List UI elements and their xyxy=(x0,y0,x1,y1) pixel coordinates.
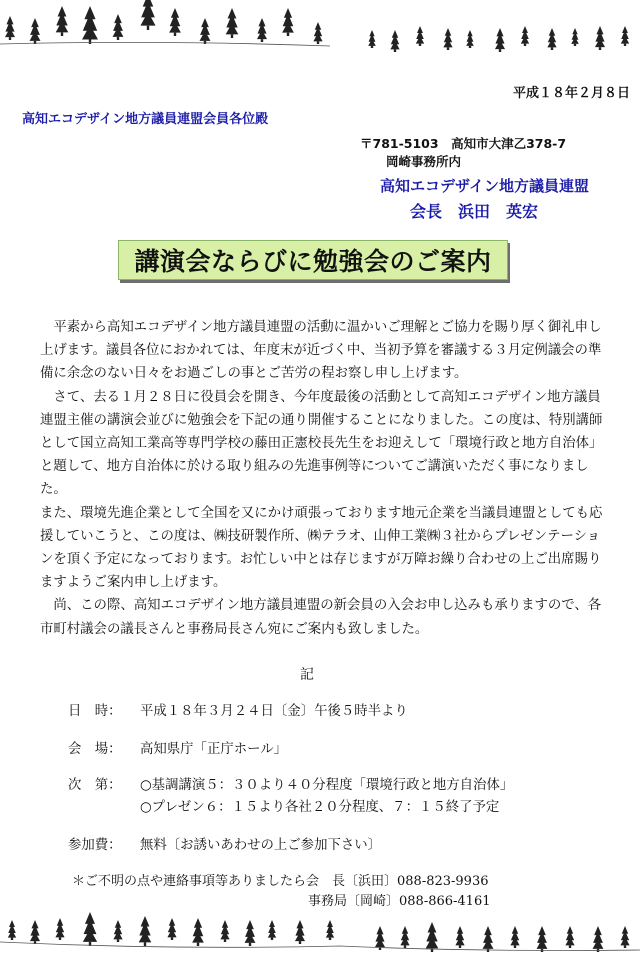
tree-icon xyxy=(82,6,98,44)
contact-secretariat: 事務局〔岡崎〕088-866-4161 xyxy=(308,894,491,909)
tree-icon xyxy=(390,30,399,52)
tree-icon xyxy=(282,8,294,36)
tree-icon xyxy=(620,926,629,948)
tree-icon xyxy=(192,918,204,946)
tree-icon xyxy=(169,8,181,36)
tree-icon xyxy=(56,6,69,36)
tree-icon xyxy=(571,28,579,46)
tree-icon xyxy=(400,926,409,948)
tree-icon xyxy=(226,8,239,38)
sender-organization: 高知エコデザイン地方議員連盟 xyxy=(380,177,589,195)
venue-row xyxy=(68,738,287,757)
document-date: 平成１８年２月８日 xyxy=(512,86,630,101)
tree-icon xyxy=(416,26,424,46)
tree-icon xyxy=(139,916,152,946)
tree-icon xyxy=(521,26,529,46)
body-paragraph: さて、去る１月２８日に役員会を開き、今年度最後の活動として高知エコデザイン地方議員連盟主催の講演会並びに勉強会を下記の通り開催することになりました。この度は、特別講師として国立高知工業高等専門学校の藤田正憲校長先生をお迎えして「環境行政と地方自治体」と題して、地方自治体に於ける取り組みの先進事例等についてご講演いただく事になりました。 xyxy=(40,389,603,498)
tree-icon xyxy=(5,16,15,40)
tree-icon xyxy=(375,926,385,950)
tree-icon xyxy=(295,920,305,944)
tree-icon xyxy=(220,920,229,942)
fee-label: 参加費： xyxy=(68,838,122,853)
sender-postal-address: 〒781-5103 高知市大津乙378-7 xyxy=(360,136,567,151)
addressee: 高知エコデザイン地方議員連盟会員各位殿 xyxy=(22,112,269,127)
ki-heading: 記 xyxy=(300,667,314,683)
tree-icon xyxy=(245,920,256,946)
tree-border-bottom xyxy=(0,890,640,960)
tree-icon xyxy=(257,18,267,42)
program-row-2 xyxy=(68,796,499,815)
tree-icon xyxy=(621,26,629,46)
tree-icon xyxy=(83,912,97,946)
tree-icon xyxy=(8,920,16,940)
tree-icon xyxy=(167,918,176,940)
tree-icon xyxy=(200,18,211,44)
tree-icon xyxy=(443,28,452,50)
tree-icon xyxy=(313,22,322,44)
tree-icon xyxy=(326,920,334,940)
tree-icon xyxy=(565,926,574,948)
venue-label: 会 場： xyxy=(68,742,122,757)
tree-icon xyxy=(30,18,41,44)
tree-icon xyxy=(30,920,40,944)
sender-block xyxy=(360,134,630,222)
datetime-row xyxy=(68,700,408,719)
tree-icon xyxy=(55,918,64,940)
tree-icon xyxy=(113,14,124,40)
venue-value: 高知県庁「正庁ホール」 xyxy=(140,742,288,757)
datetime-value: 平成１８年３月２４日〔金〕午後５時半より xyxy=(140,704,408,719)
title-banner xyxy=(118,240,508,280)
tree-icon xyxy=(113,920,122,942)
tree-icon xyxy=(268,920,276,940)
fee-row xyxy=(68,834,381,853)
body-paragraph: 尚、この際、高知エコデザイン地方議員連盟の新会員の入会お申し込みも承りますので、各市町村議会の議長さんと事務局長さん宛にご案内も致しました。 xyxy=(40,598,602,637)
program-item-2: ○プレゼン６：１５より各社２０分程度、７：１５終了予定 xyxy=(140,800,500,815)
tree-icon xyxy=(595,26,605,50)
tree-icon xyxy=(483,926,494,952)
body-paragraph: また、環境先進企業として全国を又にかけ頑張っております地元企業を当議員連盟としても応援していこうと、この度は、㈱技研製作所、㈱テラオ、山伸工業㈱３社からプレゼンテーションを頂く予定になっております。お忙しい中とは存じますが万障お繰り合わせの上ご出席賜りますようご案内申し上げます。 xyxy=(40,505,603,591)
tree-border-top xyxy=(0,0,640,70)
contact-chairman: ＊ご不明の点や連絡事項等ありましたら会 長〔浜田〕088-823-9936 xyxy=(72,874,489,889)
tree-icon xyxy=(455,926,464,948)
tree-icon xyxy=(547,28,556,50)
sender-office: 岡崎事務所内 xyxy=(386,154,462,169)
datetime-label: 日 時： xyxy=(68,704,122,719)
letter-body xyxy=(40,316,610,641)
tree-icon xyxy=(140,0,155,30)
fee-value: 無料〔お誘いあわせの上ご参加下さい〕 xyxy=(140,838,382,853)
program-row xyxy=(68,774,513,793)
document-title: 講演会ならびに勉強会のご案内 xyxy=(134,247,492,276)
tree-icon xyxy=(537,926,548,952)
tree-icon xyxy=(495,28,505,52)
program-label: 次 第： xyxy=(68,778,122,793)
program-item-1: ○基調講演５：３０より４０分程度「環境行政と地方自治体」 xyxy=(140,778,514,793)
tree-icon xyxy=(510,926,519,948)
tree-icon xyxy=(368,30,376,48)
body-paragraph: 平素から高知エコデザイン地方議員連盟の活動に温かいご理解とご協力を賜り厚く御礼申し上げます。議員各位におかれては、年度末が近づく中、当初予算を審議する３月定例議会の準備に余念のない日々をお過ごしの事とご苦労の程お察し申し上げます。 xyxy=(40,320,602,382)
tree-icon xyxy=(426,922,439,952)
sender-chairman: 会長 浜田 英宏 xyxy=(410,202,539,221)
tree-icon xyxy=(593,926,604,952)
tree-icon xyxy=(466,30,474,48)
